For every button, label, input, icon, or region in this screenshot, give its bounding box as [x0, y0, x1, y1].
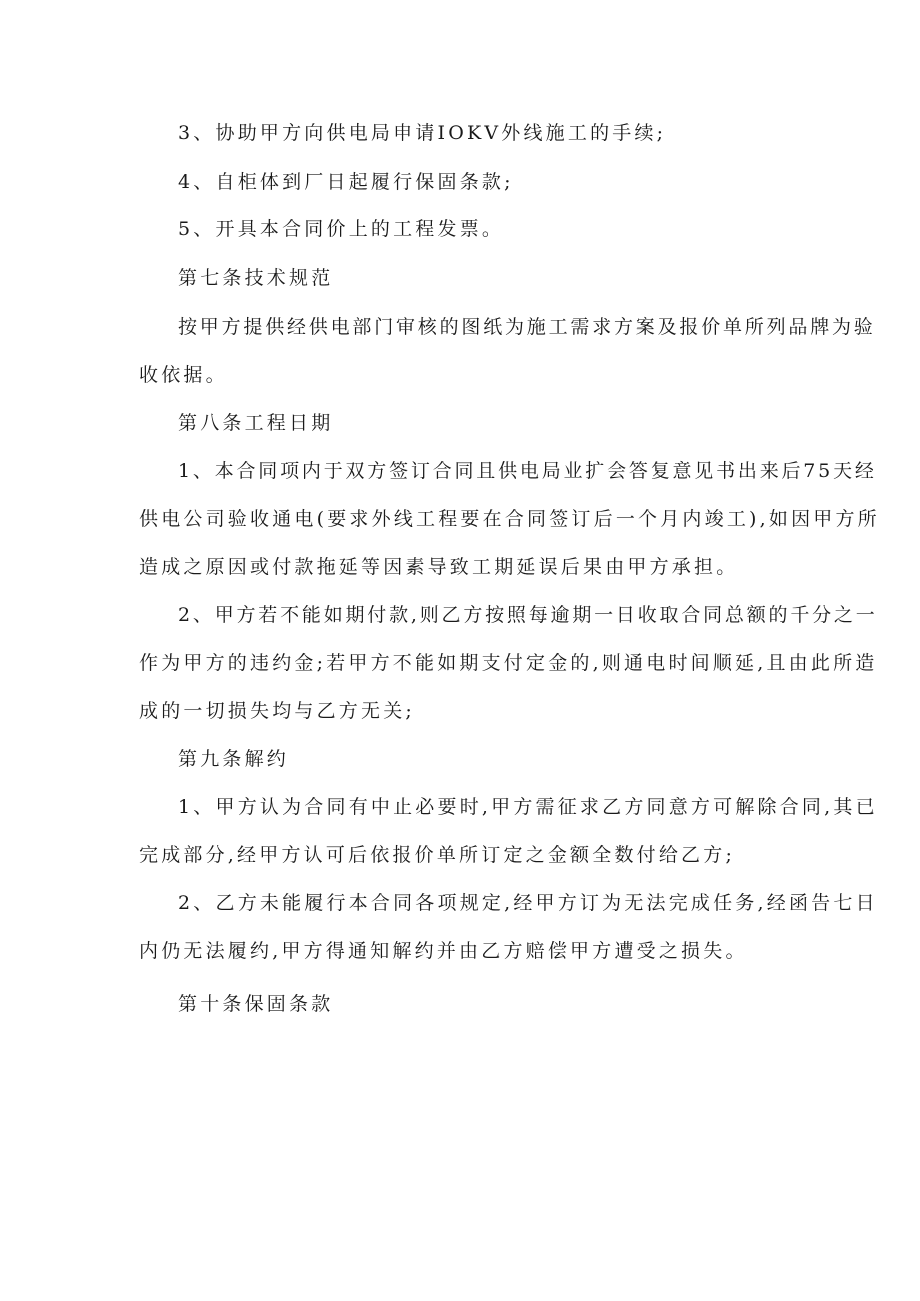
clause-9-item-1-line-2: 完成部分,经甲方认可后依报价单所订定之金额全数付给乙方;: [139, 844, 736, 866]
clause-6-item-4: 4、自柜体到厂日起履行保固条款;: [178, 171, 514, 193]
clause-9-item-2-line-1: 2、乙方未能履行本合同各项规定,经甲方订为无法完成任务,经函告七日: [178, 892, 878, 914]
clause-8-item-1-line-1: 1、本合同项内于双方签订合同且供电局业扩会答复意见书出来后75天经: [178, 460, 877, 482]
clause-6-item-5: 5、开具本合同价上的工程发票。: [178, 218, 505, 240]
clause-8-item-1-line-2: 供电公司验收通电(要求外线工程要在合同签订后一个月内竣工),如因甲方所: [139, 508, 880, 530]
clause-7-text-line-2: 收依据。: [139, 364, 228, 386]
clause-7-text-line-1: 按甲方提供经供电部门审核的图纸为施工需求方案及报价单所列品牌为验: [178, 316, 876, 338]
clause-8-item-2-line-3: 成的一切损失均与乙方无关;: [139, 700, 416, 722]
clause-10-heading: 第十条保固条款: [178, 993, 334, 1015]
clause-9-heading: 第九条解约: [178, 748, 290, 770]
clause-8-heading: 第八条工程日期: [178, 412, 334, 434]
clause-9-item-2-line-2: 内仍无法履约,甲方得通知解约并由乙方赔偿甲方遭受之损失。: [139, 940, 748, 962]
clause-9-item-1-line-1: 1、甲方认为合同有中止必要时,甲方需征求乙方同意方可解除合同,其已: [178, 796, 878, 818]
clause-8-item-2-line-1: 2、甲方若不能如期付款,则乙方按照每逾期一日收取合同总额的千分之一: [178, 604, 878, 626]
clause-8-item-2-line-2: 作为甲方的违约金;若甲方不能如期支付定金的,则通电时间顺延,且由此所造: [139, 652, 878, 674]
clause-8-item-1-line-3: 造成之原因或付款拖延等因素导致工期延误后果由甲方承担。: [139, 556, 739, 578]
clause-7-heading: 第七条技术规范: [178, 267, 334, 289]
clause-6-item-3: 3、协助甲方向供电局申请IOKV外线施工的手续;: [178, 122, 667, 144]
